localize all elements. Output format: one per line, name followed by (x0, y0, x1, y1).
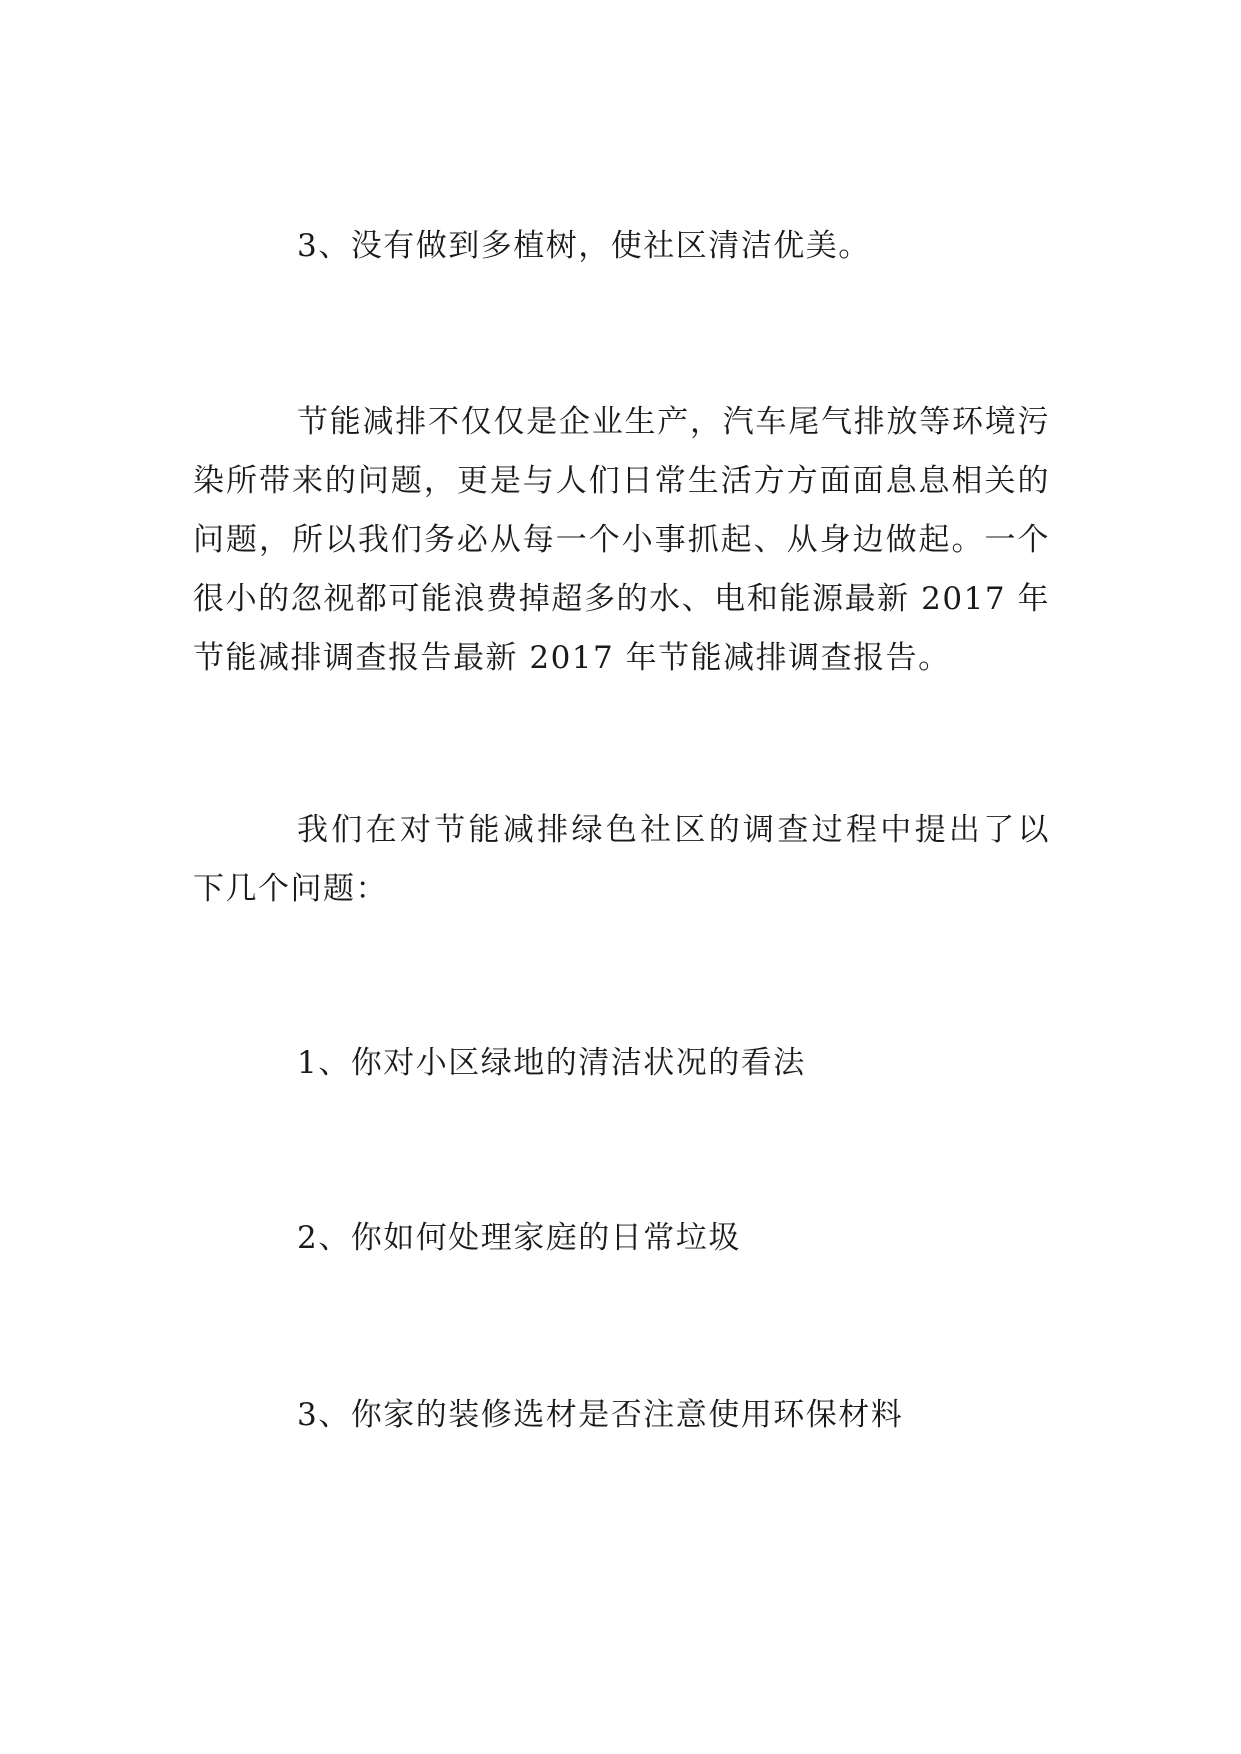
paragraph-line: 染所带来的问题，更是与人们日常生活方方面面息息相关的 (193, 463, 1050, 499)
paragraph-line: 问题，所以我们务必从每一个小事抓起、从身边做起。一个 (193, 522, 1050, 558)
question-3: 3、你家的装修选材是否注意使用环保材料 (297, 1397, 904, 1433)
paragraph-survey-intro (193, 810, 1050, 928)
list-item-no-trees: 3、没有做到多植树，使社区清洁优美。 (297, 228, 871, 264)
paragraph-line: 很小的忽视都可能浪费掉超多的水、电和能源最新 2017 年 (193, 581, 1050, 617)
paragraph-line: 节能减排不仅仅是企业生产，汽车尾气排放等环境污 (297, 404, 1050, 440)
paragraph-energy-saving (193, 402, 1050, 697)
paragraph-line: 我们在对节能减排绿色社区的调查过程中提出了以 (297, 812, 1050, 848)
question-2: 2、你如何处理家庭的日常垃圾 (297, 1220, 741, 1256)
question-1: 1、你对小区绿地的清洁状况的看法 (297, 1045, 806, 1081)
paragraph-line: 节能减排调查报告最新 2017 年节能减排调查报告。 (193, 640, 951, 676)
paragraph-line: 下几个问题： (193, 871, 388, 907)
